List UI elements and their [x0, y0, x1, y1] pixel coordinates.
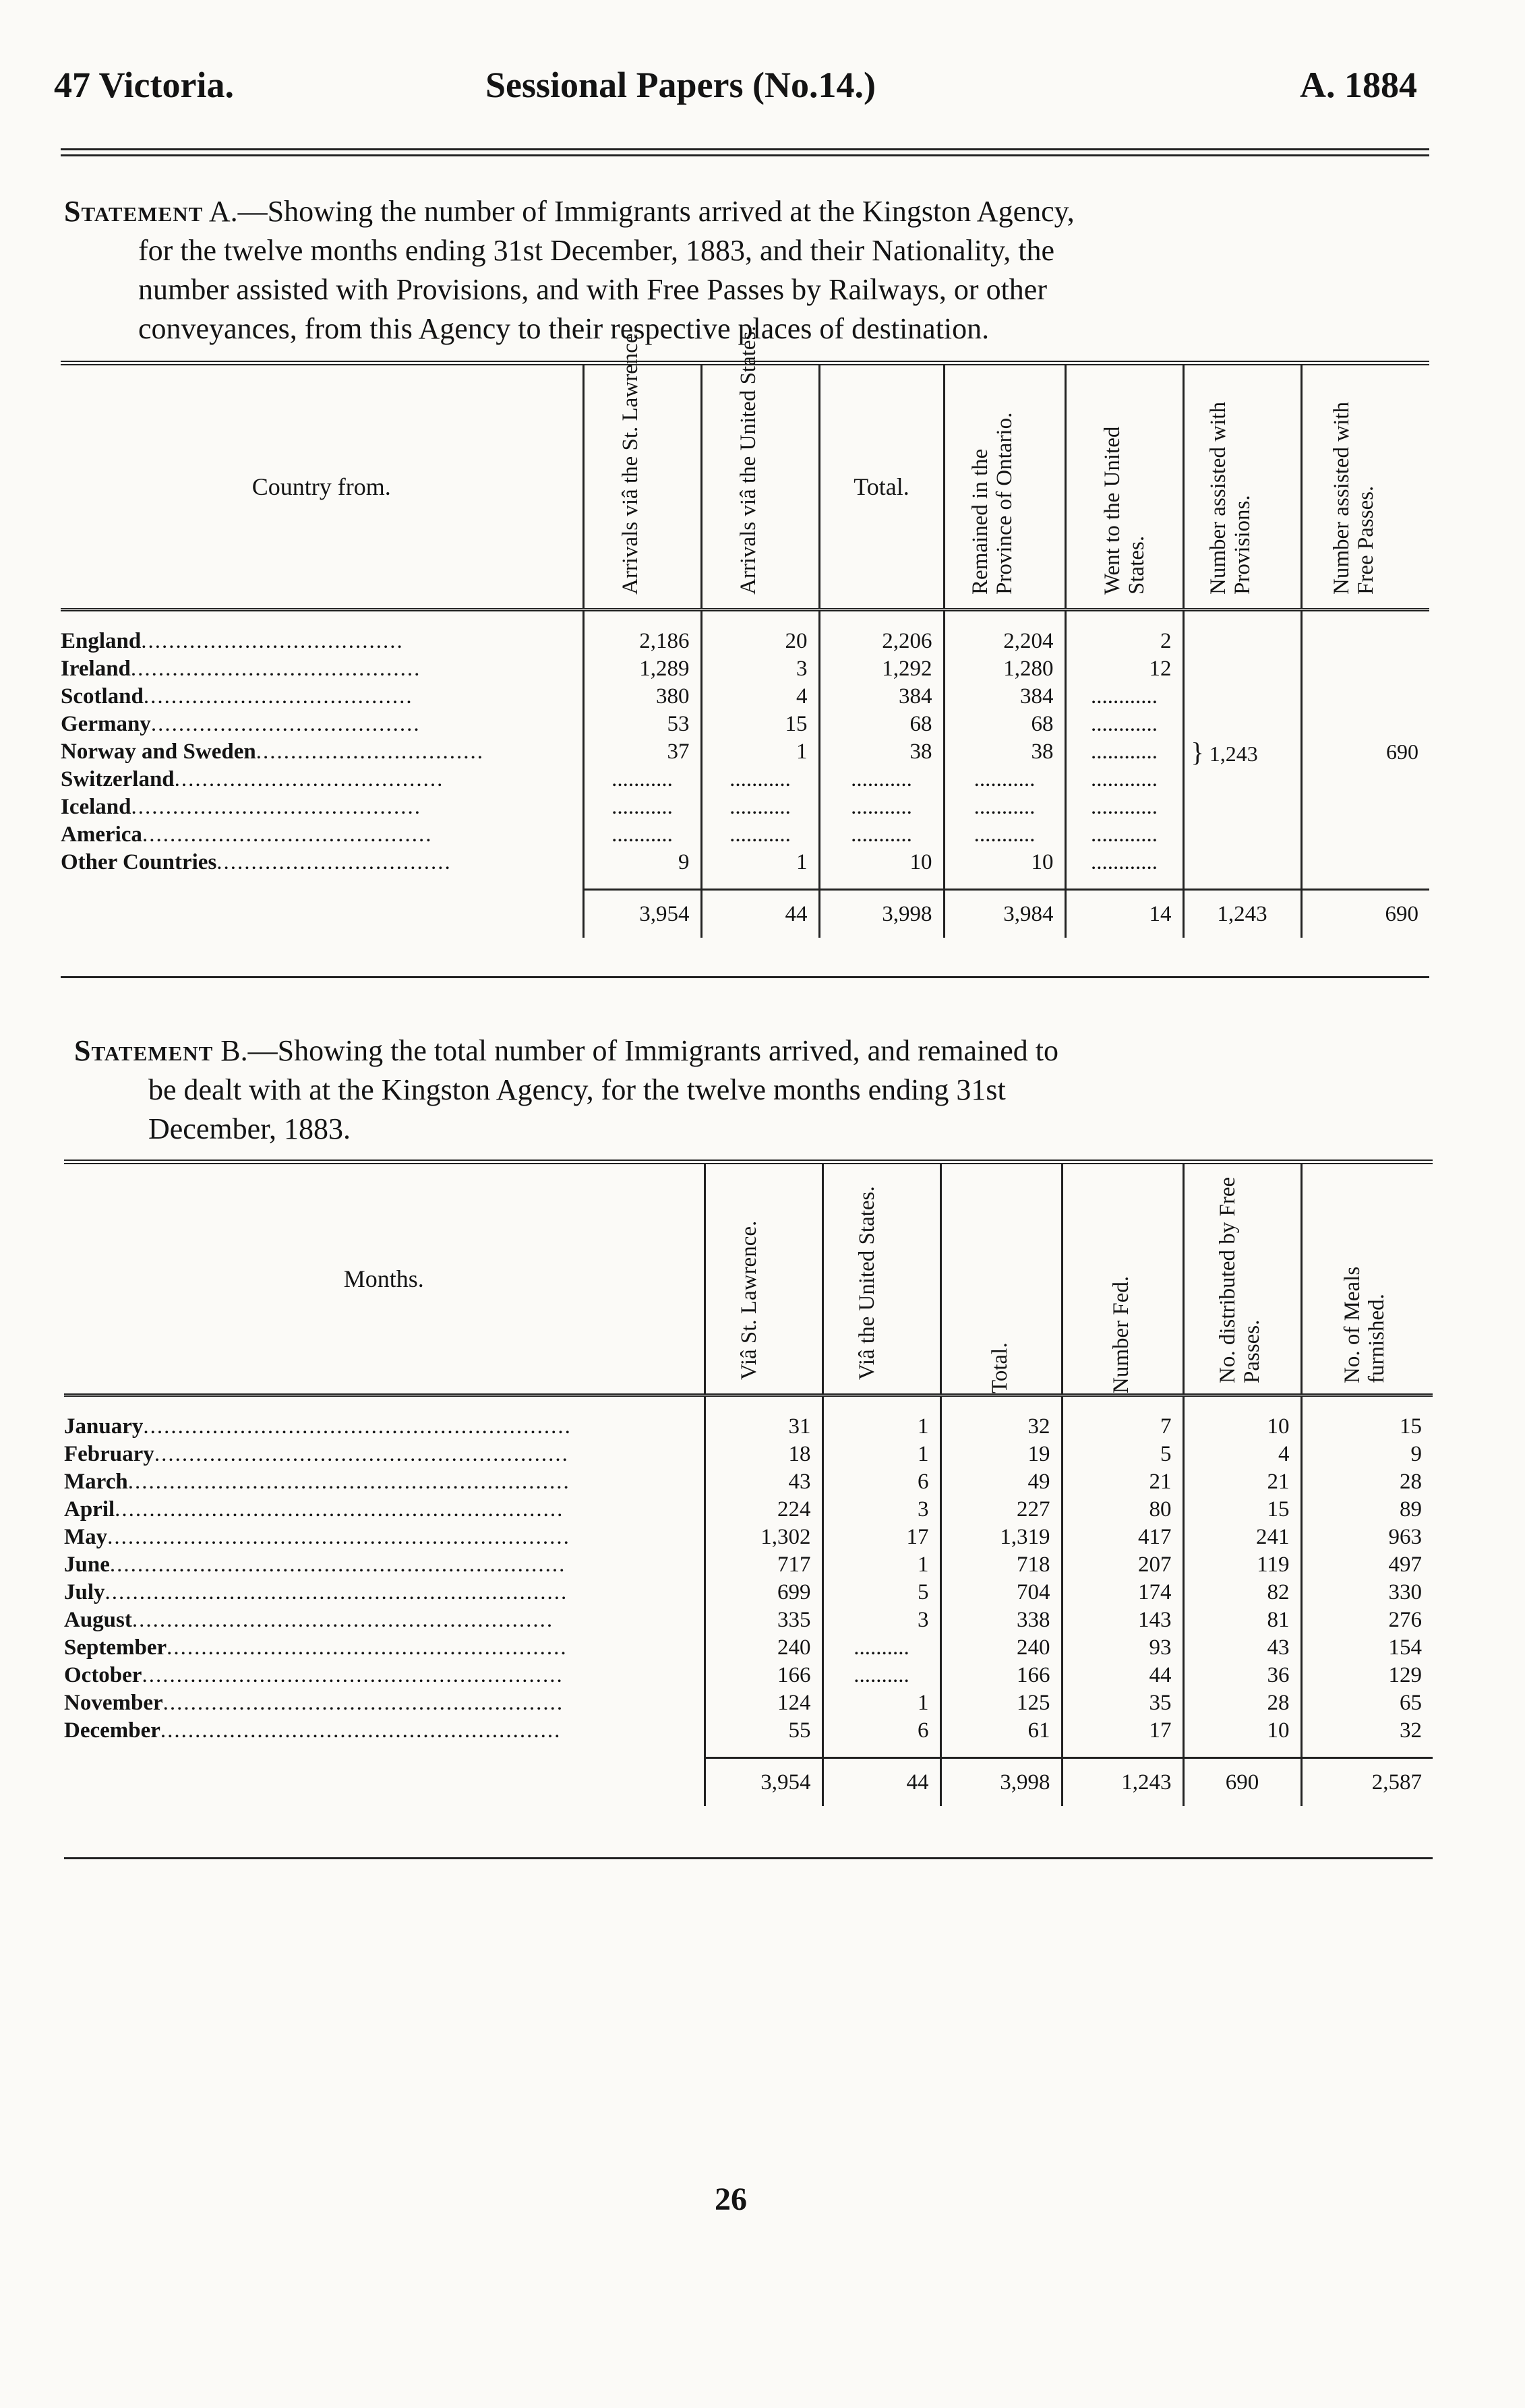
header-session: 47 Victoria. [54, 65, 234, 105]
total-provisions: 1,243 [1183, 890, 1301, 938]
table-row: September.......................................................... 240 .......... 240 93 43 154 [64, 1634, 1433, 1662]
col-b-total-header: Total. [940, 1162, 1062, 1395]
b-total-fed: 1,243 [1062, 1758, 1183, 1807]
col-months-header: Months. [343, 1265, 424, 1292]
table-row: July................................................................... 699 5 704 174 82 330 [64, 1579, 1433, 1606]
statement-b-table [64, 1160, 1433, 1806]
b-total-free-passes: 690 [1183, 1758, 1301, 1807]
table-row: Other Countries.................................. 9 1 10 10 ............ [61, 849, 1429, 876]
table-row: Switzerland....................................... ........... ........... ........... ........... ............ [61, 766, 1429, 793]
header-year: A. 1884 [1300, 65, 1417, 105]
statement-a-totals-row [61, 890, 1429, 938]
statement-b-bottom-rule [64, 1857, 1433, 1859]
col-total-header: Total. [819, 363, 944, 610]
statement-a-bottom-rule [61, 976, 1429, 978]
page-number: 26 [715, 2181, 747, 2217]
col-free-passes-header: Number assisted with Free Passes. [1301, 363, 1429, 610]
table-row: January.............................................................. 31 1 32 7 10 15 [64, 1413, 1433, 1441]
statement-b-rows [64, 1413, 1433, 1745]
total-st-lawrence: 3,954 [583, 890, 701, 938]
table-row: May................................................................... 1,302 17 1,319 417 241 963 [64, 1524, 1433, 1551]
table-row: August............................................................. 335 3 338 143 81 276 [64, 1606, 1433, 1634]
col-b-united-states-header: Viâ the United States. [823, 1162, 940, 1395]
col-b-meals-header: No. of Meals furnished. [1301, 1162, 1433, 1395]
total-free-passes: 690 [1301, 890, 1429, 938]
statement-b-totals-row [64, 1758, 1433, 1807]
statement-a-rows [61, 628, 1429, 876]
col-b-fed-header: Number Fed. [1062, 1162, 1183, 1395]
running-header [54, 64, 1417, 111]
col-st-lawrence-header: Arrivals viâ the St. Lawrence. [583, 363, 701, 610]
table-row: Norway and Sweden................................. 37 1 38 38 ............ [61, 738, 1429, 766]
table-row: Germany....................................... 53 15 68 68 ............ [61, 711, 1429, 738]
table-row: Iceland.......................................... ........... ........... ........... ........... ............ [61, 793, 1429, 821]
table-row: Ireland.......................................... 1,289 3 1,292 1,280 12 [61, 655, 1429, 683]
table-row: February............................................................ 18 1 19 5 4 9 [64, 1441, 1433, 1468]
statement-a-line2: for the twelve months ending 31st December, 1883, and their Nationality, the [138, 234, 1055, 267]
statement-a-lead: Statement [64, 195, 204, 228]
col-provisions-header: Number assisted with Provisions. [1183, 363, 1301, 610]
col-country-header: Country from. [251, 473, 391, 500]
b-total-united-states: 44 [823, 1758, 940, 1807]
total-ontario: 3,984 [944, 890, 1065, 938]
statement-b-caption [74, 1031, 1423, 1149]
table-row: November.......................................................... 124 1 125 35 28 65 [64, 1689, 1433, 1717]
b-total-st-lawrence: 3,954 [705, 1758, 823, 1807]
table-row: October............................................................. 166 .......... 166 44 36 129 [64, 1662, 1433, 1689]
statement-a-line1: A.—Showing the number of Immigrants arrived at the Kingston Agency, [208, 195, 1075, 228]
table-row: England...................................... 2,186 20 2,206 2,204 2 } 1,243 690 [61, 628, 1429, 655]
header-title: Sessional Papers (No.14.) [485, 65, 876, 105]
statement-b-lead: Statement [74, 1034, 214, 1067]
statement-a-line3: number assisted with Provisions, and with Free Passes by Railways, or other [138, 273, 1047, 306]
free-passes-grouped-cell: 690 [1301, 628, 1429, 876]
provisions-grouped-cell: } 1,243 [1183, 628, 1301, 876]
table-row: America.......................................... ........... ........... ........... ........... ............ [61, 821, 1429, 849]
table-row: April................................................................. 224 3 227 80 15 89 [64, 1496, 1433, 1524]
col-went-us-header: Went to the United States. [1065, 363, 1183, 610]
table-row: March................................................................ 43 6 49 21 21 28 [64, 1468, 1433, 1496]
col-united-states-header: Arrivals viâ the United States. [701, 363, 819, 610]
total-went-us: 14 [1065, 890, 1183, 938]
col-b-st-lawrence-header: Viâ St. Lawrence. [705, 1162, 823, 1395]
statement-b-line1: B.—Showing the total number of Immigrants arrived, and remained to [220, 1034, 1059, 1067]
header-rule [61, 148, 1429, 156]
table-row: Scotland....................................... 380 4 384 384 ............ [61, 683, 1429, 711]
statement-a-line4: conveyances, from this Agency to their respective places of destination. [138, 312, 990, 345]
table-row: June.................................................................. 717 1 718 207 119 497 [64, 1551, 1433, 1579]
statement-a-caption [64, 192, 1426, 349]
b-total-total: 3,998 [940, 1758, 1062, 1807]
total-united-states: 44 [701, 890, 819, 938]
col-ontario-header: Remained in the Province of Ontario. [944, 363, 1065, 610]
statement-b-line3: December, 1883. [148, 1112, 351, 1145]
table-row: December.......................................................... 55 6 61 17 10 32 [64, 1717, 1433, 1745]
col-b-free-passes-header: No. distributed by Free Passes. [1183, 1162, 1301, 1395]
statement-b-line2: be dealt with at the Kingston Agency, for the twelve months ending 31st [148, 1073, 1006, 1106]
total-total: 3,998 [819, 890, 944, 938]
b-total-meals: 2,587 [1301, 1758, 1433, 1807]
